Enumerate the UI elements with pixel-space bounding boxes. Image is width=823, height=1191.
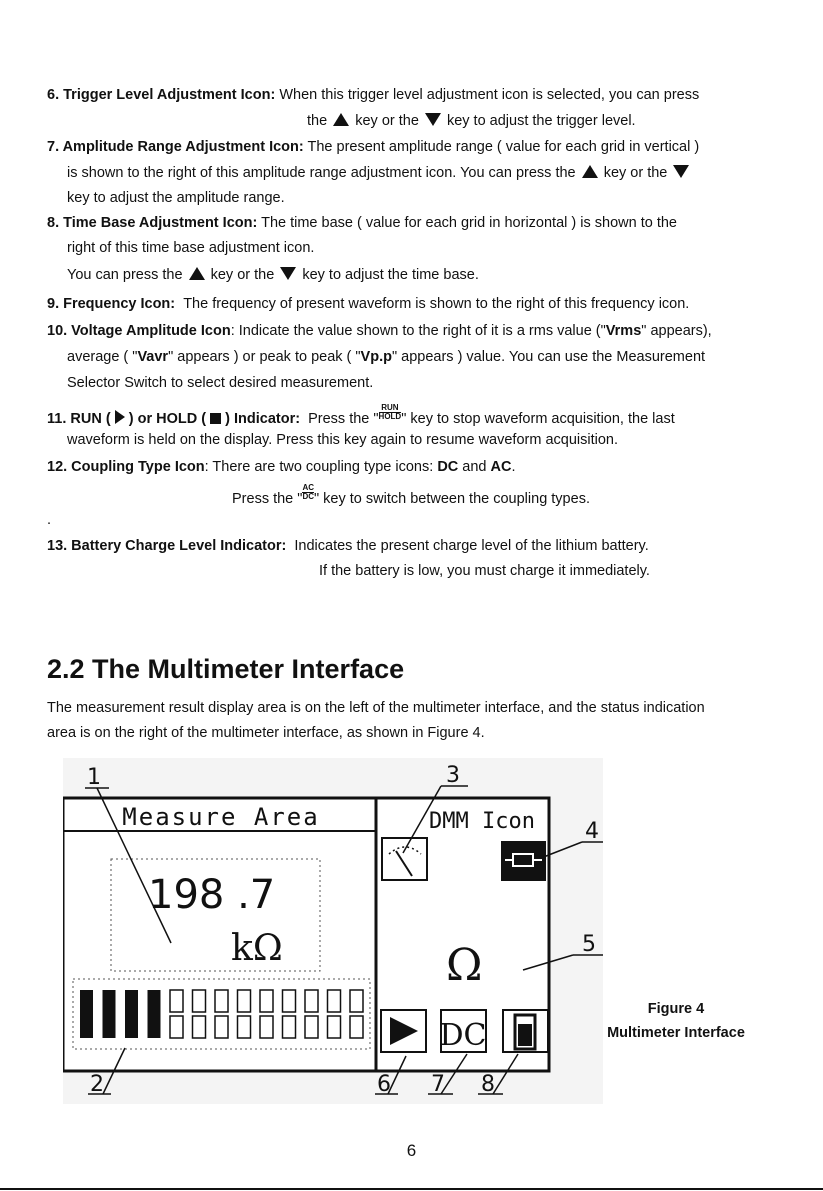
ohm-symbol: Ω [446, 940, 483, 991]
item-10-text: average ( " [67, 349, 138, 365]
item-13-text: If the battery is low, you must charge it immediately. [319, 563, 650, 579]
item-7-line1 [47, 138, 699, 156]
measure-area-title: Measure Area [122, 803, 320, 831]
item-9-line1 [47, 295, 689, 313]
item-8-text: The time base ( value for each grid in horizontal ) is shown to the [261, 215, 677, 231]
item-6-text: the [307, 113, 328, 129]
item-11-heading: ) Indicator: [225, 411, 301, 427]
down-arrow-key-icon [280, 267, 296, 280]
item-7-line2 [67, 164, 691, 182]
item-8-line2 [67, 239, 314, 257]
multimeter-interface-figure [63, 758, 603, 1104]
item-7-text: is shown to the right of this amplitude range adjustment icon. You can press the [67, 165, 576, 181]
dc-label: DC [437, 459, 459, 475]
callout-8: 8 [481, 1072, 495, 1097]
bottom-rule [0, 1188, 823, 1190]
item-7-heading: 7. Amplitude Range Adjustment Icon: [47, 139, 304, 155]
figure-caption-subtitle: Multimeter Interface [607, 1025, 745, 1041]
item-10-text: " appears ) or peak to peak ( " [168, 349, 361, 365]
item-11-text: Press the " [308, 411, 379, 427]
reading-value: 198 .7 [148, 872, 276, 918]
up-arrow-key-icon [333, 113, 349, 126]
hold-stop-icon [210, 413, 221, 424]
item-8-text: right of this time base adjustment icon. [67, 240, 315, 256]
item-11-line2 [67, 431, 618, 449]
item-11-text: waveform is held on the display. Press this key again to resume waveform acquisition. [67, 432, 618, 448]
dmm-icon-title: DMM Icon [429, 809, 535, 834]
item-12-text: Press the " [232, 491, 303, 507]
item-6-text: key to adjust the trigger level. [446, 113, 636, 129]
item-13-text: Indicates the present charge level of the lithium battery. [294, 538, 649, 554]
callout-4: 4 [585, 819, 599, 844]
section-paragraph-line1: The measurement result display area is on the left of the multimeter interface, and the status indication [47, 700, 705, 716]
ac-dc-key-label [302, 484, 314, 501]
item-13-line2 [319, 562, 650, 580]
item-6-line1 [47, 86, 699, 104]
item-8-line3 [67, 266, 479, 284]
item-10-text: " appears), [641, 323, 712, 339]
item-7-text: key or the [603, 165, 668, 181]
item-6-text: key or the [355, 113, 419, 129]
item-10-text: " appears ) value. You can use the Measurement [391, 349, 706, 365]
item-7-line3 [67, 189, 285, 207]
ac-key-text: AC [302, 483, 314, 492]
section-title: 2.2 The Multimeter Interface [47, 654, 405, 684]
item-11-line1 [47, 404, 675, 428]
item-12-line1 [47, 458, 516, 476]
item-9-text: The frequency of present waveform is shown to the right of this frequency icon. [183, 296, 690, 312]
item-11-heading: 11. RUN ( [47, 411, 111, 427]
item-13-line1 [47, 537, 649, 555]
item-6-heading: 6. Trigger Level Adjustment Icon: [47, 87, 276, 103]
vpp-label: Vp.p [360, 349, 392, 365]
callout-7: 7 [431, 1072, 445, 1097]
analog-meter-icon [382, 838, 427, 880]
item-10-text: : Indicate the value shown to the right of it is a rms value (" [230, 323, 606, 339]
callout-5: 5 [582, 932, 596, 957]
item-8-text: key to adjust the time base. [302, 267, 479, 283]
bar-segment-filled [125, 990, 138, 1038]
callout-1: 1 [87, 765, 101, 790]
callout-3: 3 [446, 763, 460, 788]
item-12-text: . [511, 459, 516, 475]
item-12-line2 [232, 484, 590, 508]
run-hold-key-label [379, 404, 402, 421]
callout-2: 2 [90, 1072, 104, 1097]
item-12-text: and [462, 459, 487, 475]
page-number: 6 [406, 1141, 417, 1160]
item-8-heading: 8. Time Base Adjustment Icon: [47, 215, 258, 231]
item-6-text: When this trigger level adjustment icon is selected, you can press [279, 87, 700, 103]
item-7-text: key to adjust the amplitude range. [67, 190, 285, 206]
figure-caption-title: Figure 4 [647, 1001, 705, 1017]
item-11-text: " key to stop waveform acquisition, the last [401, 411, 675, 427]
bar-segment-filled [80, 990, 93, 1038]
battery-level-icon [503, 1010, 548, 1052]
dc-icon-text: DC [439, 1018, 487, 1053]
item-6-line2 [307, 112, 636, 130]
up-arrow-key-icon [189, 267, 205, 280]
callout-6: 6 [377, 1072, 391, 1097]
ac-label: AC [490, 459, 512, 475]
down-arrow-key-icon [425, 113, 441, 126]
item-9-heading: 9. Frequency Icon: [47, 296, 176, 312]
item-10-line2 [67, 348, 705, 366]
dc-coupling-icon [439, 1010, 486, 1053]
item-10-line3 [67, 374, 373, 392]
resistance-mode-icon [501, 841, 546, 881]
stray-dot: . [47, 512, 52, 528]
bar-segment-filled [148, 990, 161, 1038]
item-7-text: The present amplitude range ( value for each grid in vertical ) [307, 139, 700, 155]
item-12-text: : There are two coupling type icons: [204, 459, 434, 475]
item-12-heading: 12. Coupling Type Icon [47, 459, 205, 475]
run-status-icon [381, 1010, 426, 1052]
item-10-heading: 10. Voltage Amplitude Icon [47, 323, 231, 339]
item-11-heading: ) or HOLD ( [128, 411, 207, 427]
section-paragraph-line2: area is on the right of the multimeter interface, as shown in Figure 4. [47, 725, 485, 741]
item-12-text: " key to switch between the coupling types. [314, 491, 590, 507]
item-10-line1 [47, 322, 712, 340]
bar-segment-filled [103, 990, 116, 1038]
item-8-text: key or the [210, 267, 275, 283]
reading-unit: kΩ [231, 928, 283, 969]
up-arrow-key-icon [582, 165, 598, 178]
item-8-line1 [47, 214, 677, 232]
down-arrow-key-icon [673, 165, 689, 178]
vavr-label: Vavr [137, 349, 169, 365]
item-10-text: Selector Switch to select desired measurement. [67, 375, 374, 391]
item-13-heading: 13. Battery Charge Level Indicator: [47, 538, 287, 554]
item-8-text: You can press the [67, 267, 183, 283]
dc-key-text: DC [302, 492, 314, 501]
hold-key-text: HOLD [378, 412, 402, 421]
run-key-text: RUN [381, 403, 399, 412]
run-play-icon [115, 410, 125, 424]
vrms-label: Vrms [605, 323, 642, 339]
